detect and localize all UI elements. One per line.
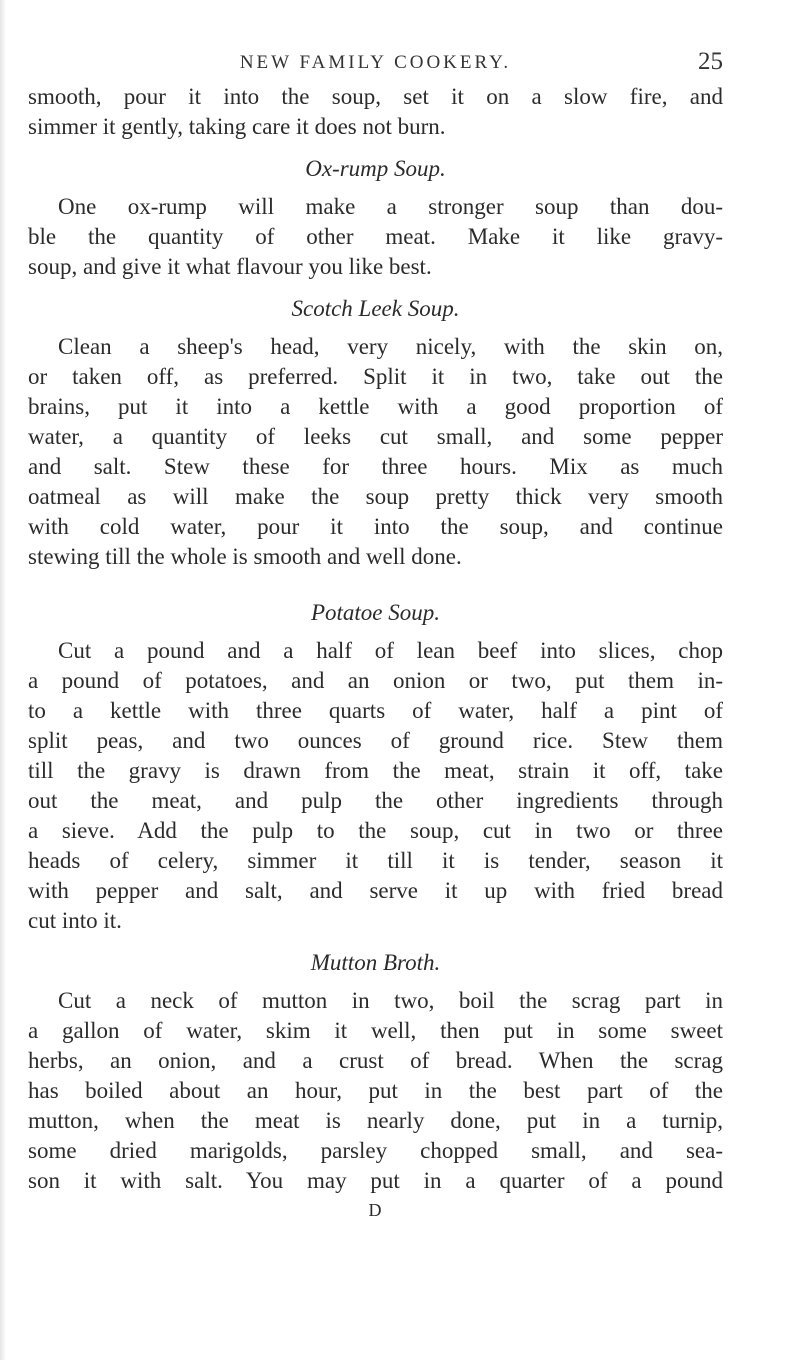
text-line: split peas, and two ounces of ground rice. Stew them	[28, 728, 723, 753]
text-line: ble the quantity of other meat. Make it like gravy-	[28, 224, 723, 249]
text-line: mutton, when the meat is nearly done, put in a turnip,	[28, 1108, 723, 1133]
text-line: One ox-rump will make a stronger soup than dou-	[58, 194, 723, 219]
text-line: soup, and give it what flavour you like best.	[28, 254, 432, 279]
text-line: a gallon of water, skim it well, then put in some sweet	[28, 1018, 723, 1043]
running-head	[28, 48, 723, 82]
text-line: Cut a neck of mutton in two, boil the scrag part in	[58, 988, 723, 1013]
text-line: till the gravy is drawn from the meat, strain it off, take	[28, 758, 723, 783]
text-line: has boiled about an hour, put in the best part of the	[28, 1078, 723, 1103]
text-line: some dried marigolds, parsley chopped small, and sea-	[28, 1138, 723, 1163]
text-line: and salt. Stew these for three hours. Mix as much	[28, 454, 723, 479]
text-line: water, a quantity of leeks cut small, and some pepper	[28, 424, 723, 449]
text-line: or taken off, as preferred. Split it in two, take out the	[28, 364, 723, 389]
page-number: 25	[698, 48, 723, 75]
text-line: herbs, an onion, and a crust of bread. When the scrag	[28, 1048, 723, 1073]
text-line: with cold water, pour it into the soup, and continue	[28, 514, 723, 539]
text-line: to a kettle with three quarts of water, half a pint of	[28, 698, 723, 723]
page-edge-shadow	[0, 0, 6, 1360]
text-line: stewing till the whole is smooth and well done.	[28, 544, 462, 569]
text-line: cut into it.	[28, 908, 122, 933]
recipe-title-mutton-broth: Mutton Broth.	[310, 950, 441, 975]
signature-mark: D	[368, 1200, 383, 1220]
text-line: Cut a pound and a half of lean beef into slices, chop	[58, 638, 723, 663]
text-line: a sieve. Add the pulp to the soup, cut in two or three	[28, 818, 723, 843]
text-line: with pepper and salt, and serve it up with fried bread	[28, 878, 723, 903]
running-title: NEW FAMILY COOKERY.	[239, 52, 512, 73]
text-line: a pound of potatoes, and an onion or two, put them in-	[28, 668, 723, 693]
text-line: out the meat, and pulp the other ingredients through	[28, 788, 723, 813]
text-line: Clean a sheep's head, very nicely, with the skin on,	[58, 334, 723, 359]
text-line: smooth, pour it into the soup, set it on a slow fire, and	[28, 84, 723, 109]
text-line: brains, put it into a kettle with a good proportion of	[28, 394, 723, 419]
recipe-title-potatoe-soup: Potatoe Soup.	[310, 600, 441, 625]
recipe-title-ox-rump-soup: Ox-rump Soup.	[305, 156, 446, 181]
text-line: oatmeal as will make the soup pretty thick very smooth	[28, 484, 723, 509]
text-line: son it with salt. You may put in a quarter of a pound	[28, 1168, 723, 1193]
recipe-title-scotch-leek-soup: Scotch Leek Soup.	[291, 296, 460, 321]
text-line: simmer it gently, taking care it does not burn.	[28, 114, 446, 139]
section-gap	[28, 572, 723, 586]
text-line: heads of celery, simmer it till it is tender, season it	[28, 848, 723, 873]
page-content	[28, 82, 723, 1224]
